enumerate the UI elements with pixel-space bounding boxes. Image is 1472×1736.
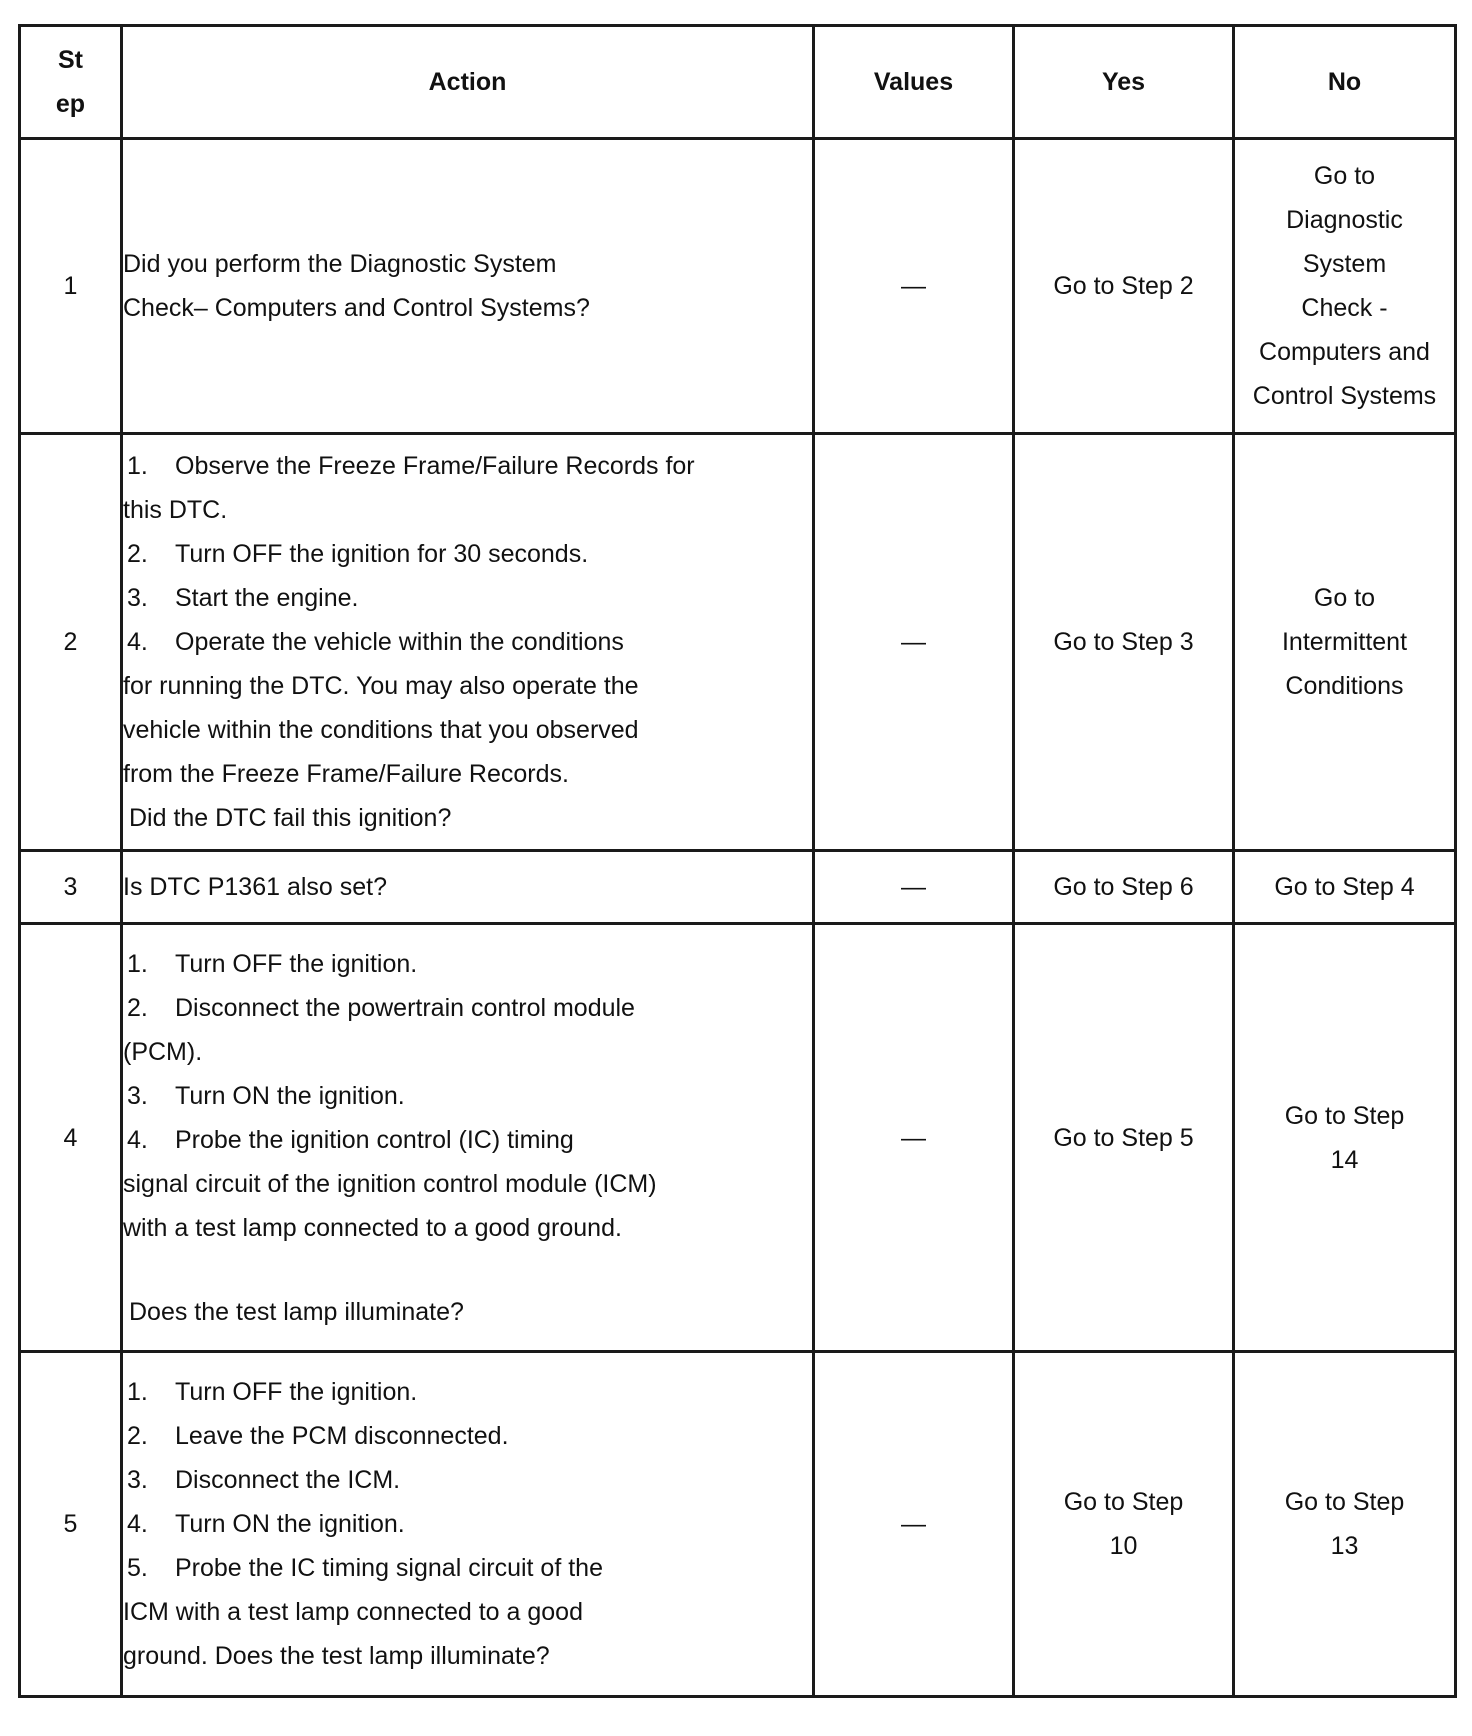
- table-row: [20, 139, 1456, 434]
- no-cell: [1234, 434, 1456, 851]
- item-text: Leave the PCM disconnected.: [175, 1422, 509, 1450]
- no-cell: Go to Step 4: [1234, 851, 1456, 924]
- header-row: [20, 26, 1456, 139]
- no-cell: [1234, 1352, 1456, 1697]
- yes-cell: Go to Step 2: [1014, 139, 1234, 434]
- step-cell: 1: [20, 139, 122, 434]
- item-number: 5.: [127, 1554, 148, 1582]
- step-cell: 3: [20, 851, 122, 924]
- header-action: Action: [122, 26, 814, 139]
- step-cell: 2: [20, 434, 122, 851]
- no-line: Go to Step: [1284, 1488, 1405, 1516]
- action-line: signal circuit of the ignition control module (ICM): [123, 1169, 657, 1198]
- yes-cell: [1014, 1352, 1234, 1697]
- item-text: Turn ON the ignition.: [175, 1510, 405, 1538]
- table-row: [20, 851, 1456, 924]
- action-line: (PCM).: [123, 1037, 203, 1066]
- action-cell: [122, 139, 814, 434]
- item-number: 2.: [127, 993, 148, 1022]
- action-line: Did you perform the Diagnostic System: [123, 250, 557, 278]
- no-cell: [1234, 139, 1456, 434]
- item-number: 4.: [127, 628, 148, 656]
- table-row: [20, 434, 1456, 851]
- action-line: from the Freeze Frame/Failure Records.: [123, 760, 569, 788]
- action-line: vehicle within the conditions that you observed: [123, 716, 639, 744]
- action-line: this DTC.: [123, 496, 228, 524]
- yes-cell: Go to Step 5: [1014, 924, 1234, 1352]
- item-text: Turn OFF the ignition.: [175, 949, 418, 978]
- no-line: Go to: [1313, 162, 1376, 190]
- no-line: Diagnostic: [1286, 206, 1403, 234]
- yes-cell: Go to Step 3: [1014, 434, 1234, 851]
- no-line: Control Systems: [1252, 382, 1437, 410]
- step-cell: 4: [20, 924, 122, 1352]
- action-line: [123, 1370, 812, 1414]
- action-line: [123, 576, 812, 620]
- item-text: Turn OFF the ignition for 30 seconds.: [175, 540, 589, 568]
- action-line: [123, 1502, 812, 1546]
- item-text: Probe the ignition control (IC) timing: [175, 1125, 574, 1154]
- item-text: Observe the Freeze Frame/Failure Records for: [175, 452, 695, 480]
- action-cell: [122, 434, 814, 851]
- header-step: St ep: [20, 26, 122, 139]
- no-cell: [1234, 924, 1456, 1352]
- action-line: for running the DTC. You may also operate the: [123, 672, 639, 700]
- action-line: Check– Computers and Control Systems?: [123, 294, 590, 322]
- values-cell: —: [814, 139, 1014, 434]
- no-line: Computers and: [1259, 338, 1430, 366]
- header-no: No: [1234, 26, 1456, 139]
- action-cell: [122, 924, 814, 1352]
- item-number: 1.: [127, 949, 148, 978]
- item-text: Turn OFF the ignition.: [175, 1378, 418, 1406]
- header-values: Values: [814, 26, 1014, 139]
- yes-cell: Go to Step 6: [1014, 851, 1234, 924]
- action-line: [123, 1458, 812, 1502]
- no-line: Check -: [1301, 294, 1388, 322]
- item-text: Disconnect the ICM.: [175, 1466, 401, 1494]
- action-line: [123, 942, 812, 986]
- item-number: 4.: [127, 1125, 148, 1154]
- item-text: Turn ON the ignition.: [175, 1081, 405, 1110]
- yes-line: 10: [1109, 1532, 1138, 1560]
- table-row: [20, 1352, 1456, 1697]
- action-line: [123, 1074, 812, 1118]
- item-number: 1.: [127, 1378, 148, 1406]
- action-cell: Is DTC P1361 also set?: [122, 851, 814, 924]
- yes-line: Go to Step: [1063, 1488, 1184, 1516]
- header-yes: Yes: [1014, 26, 1234, 139]
- item-text: Disconnect the powertrain control module: [175, 993, 635, 1022]
- action-line: with a test lamp connected to a good ground.: [123, 1213, 622, 1242]
- action-line: [123, 620, 812, 664]
- item-number: 2.: [127, 1422, 148, 1450]
- action-question: Did the DTC fail this ignition?: [129, 804, 452, 832]
- diagnostic-table: [18, 24, 1457, 1698]
- item-number: 4.: [127, 1510, 148, 1538]
- no-line: Intermittent: [1281, 628, 1408, 656]
- item-text: Probe the IC timing signal circuit of the: [175, 1554, 603, 1582]
- values-cell: —: [814, 1352, 1014, 1697]
- action-line: ground. Does the test lamp illuminate?: [123, 1642, 550, 1670]
- step-cell: 5: [20, 1352, 122, 1697]
- values-cell: —: [814, 434, 1014, 851]
- item-number: 1.: [127, 452, 148, 480]
- action-line: [123, 986, 812, 1030]
- action-line: [123, 532, 812, 576]
- action-line: [123, 1546, 812, 1590]
- item-text: Start the engine.: [175, 584, 359, 612]
- action-line: [123, 1118, 812, 1162]
- no-line: 14: [1330, 1145, 1359, 1174]
- item-text: Operate the vehicle within the conditions: [175, 628, 624, 656]
- spacer: [123, 1250, 812, 1290]
- no-line: Conditions: [1285, 672, 1404, 700]
- item-number: 3.: [127, 1081, 148, 1110]
- action-cell: [122, 1352, 814, 1697]
- values-cell: —: [814, 851, 1014, 924]
- no-line: 13: [1330, 1532, 1359, 1560]
- values-cell: —: [814, 924, 1014, 1352]
- action-line: [123, 1414, 812, 1458]
- table-row: [20, 924, 1456, 1352]
- no-line: System: [1302, 250, 1387, 278]
- no-line: Go to Step: [1284, 1101, 1405, 1130]
- no-line: Go to: [1313, 584, 1376, 612]
- item-number: 3.: [127, 1466, 148, 1494]
- action-question: Does the test lamp illuminate?: [129, 1297, 464, 1326]
- action-line: [123, 444, 812, 488]
- item-number: 2.: [127, 540, 148, 568]
- action-line: ICM with a test lamp connected to a good: [123, 1598, 583, 1626]
- item-number: 3.: [127, 584, 148, 612]
